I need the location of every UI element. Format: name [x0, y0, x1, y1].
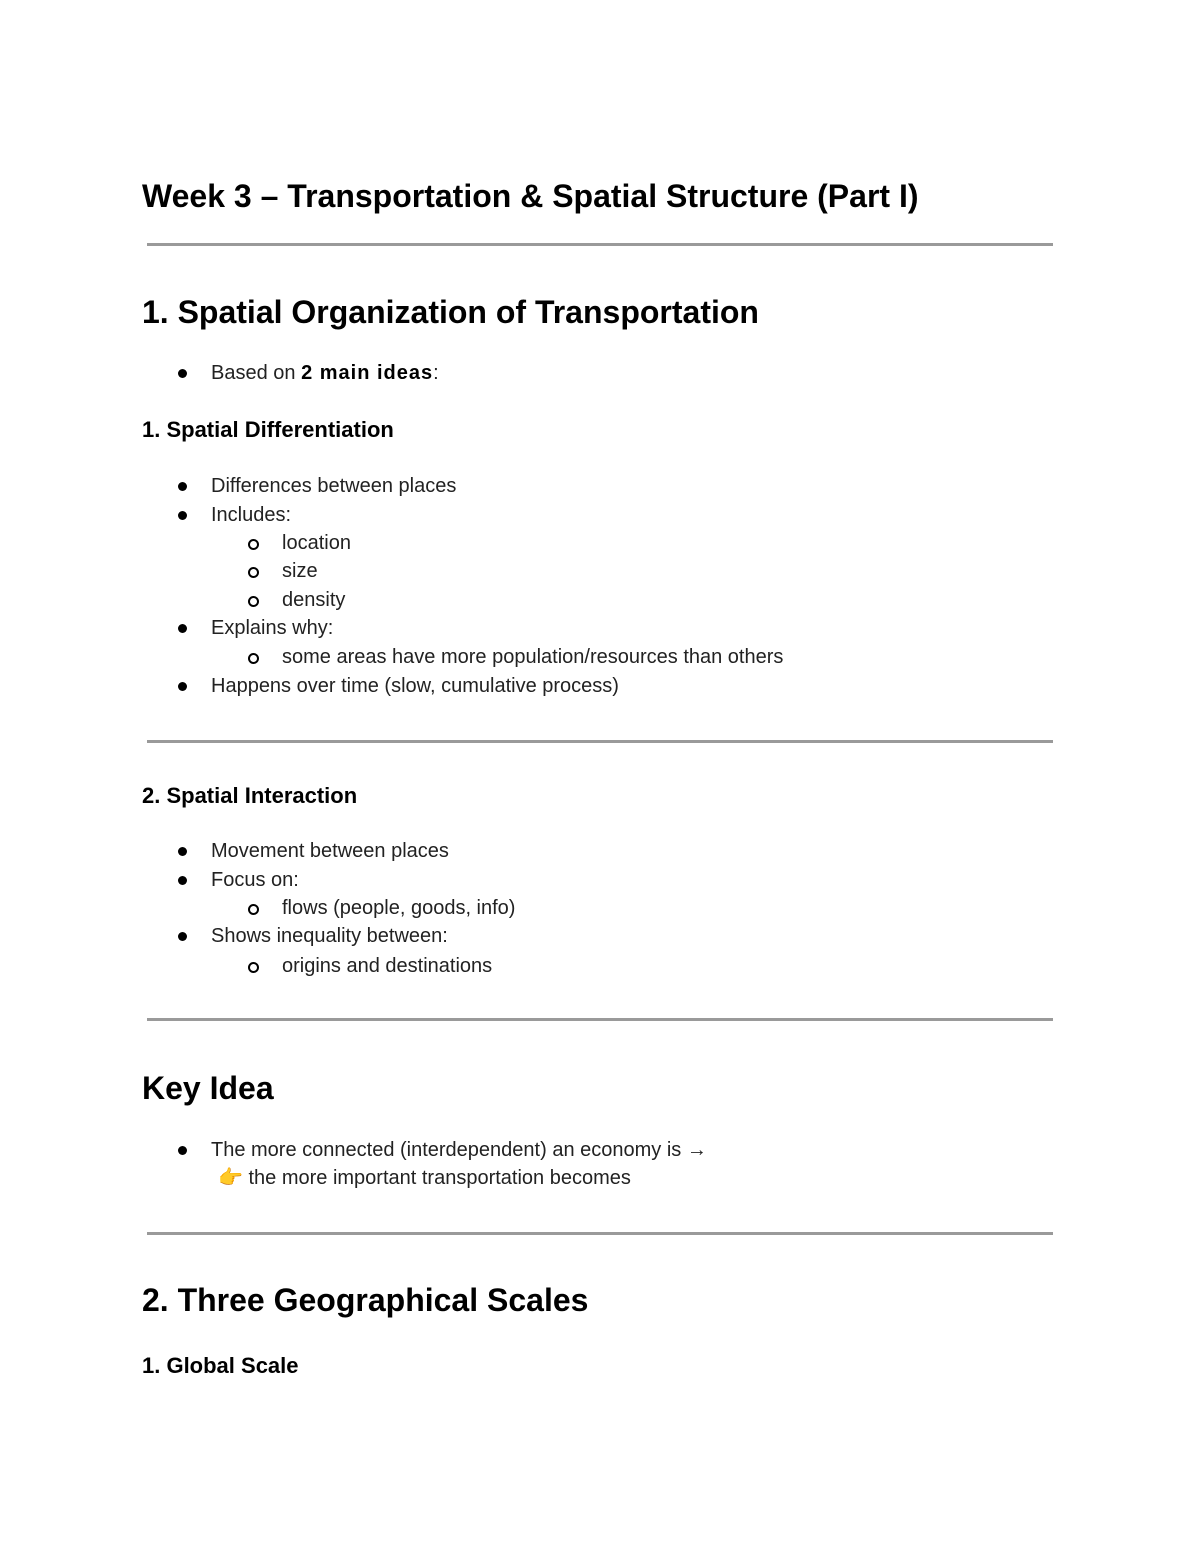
divider: [147, 1232, 1053, 1235]
sub-list-item: some areas have more population/resources than others: [282, 646, 784, 668]
list-item: Happens over time (slow, cumulative process): [211, 675, 619, 697]
divider: [147, 1018, 1053, 1021]
sub-list-item: size: [282, 560, 318, 582]
list-item: Movement between places: [211, 840, 449, 862]
circle-bullet-icon: [248, 653, 259, 664]
intro-bold: 2 main ideas: [301, 362, 434, 384]
section-heading-geographical-scales: 2. Three Geographical Scales: [142, 1282, 589, 1318]
bullet-icon: [178, 876, 187, 885]
page-title: Week 3 – Transportation & Spatial Structure (Part I): [142, 178, 919, 214]
list-item: Shows inequality between:: [211, 925, 448, 947]
pointing-hand-icon: 👉: [218, 1167, 243, 1189]
sub-list-item: density: [282, 589, 346, 611]
section-heading-key-idea: Key Idea: [142, 1070, 274, 1106]
bullet-icon: [178, 932, 187, 941]
section-heading-spatial-organization: 1. Spatial Organization of Transportation: [142, 294, 759, 330]
subheading-spatial-interaction: 2. Spatial Interaction: [142, 783, 358, 808]
bullet-icon: [178, 482, 187, 491]
intro-prefix: Based on: [211, 362, 302, 384]
bullet-icon: [178, 511, 187, 520]
sub-list-item: origins and destinations: [282, 955, 493, 977]
bullet-icon: [178, 847, 187, 856]
subheading-global-scale: 1. Global Scale: [142, 1353, 299, 1378]
circle-bullet-icon: [248, 962, 259, 973]
bullet-icon: [178, 682, 187, 691]
divider: [147, 740, 1053, 743]
bullet-icon: [178, 369, 187, 378]
list-item: Differences between places: [211, 475, 457, 497]
key-idea-continuation-text: the more important transportation becomes: [242, 1167, 631, 1189]
list-item-intro: [211, 360, 439, 386]
list-item-key-idea: The more connected (interdependent) an economy is →: [211, 1139, 707, 1161]
list-item-key-idea-continuation: [218, 1165, 631, 1191]
list-item: Focus on:: [211, 869, 299, 891]
intro-suffix: :: [433, 362, 439, 384]
divider: [147, 243, 1053, 246]
sub-list-item: flows (people, goods, info): [282, 897, 516, 919]
bullet-icon: [178, 1146, 187, 1155]
circle-bullet-icon: [248, 539, 259, 550]
circle-bullet-icon: [248, 567, 259, 578]
circle-bullet-icon: [248, 596, 259, 607]
list-item: Includes:: [211, 504, 292, 526]
circle-bullet-icon: [248, 904, 259, 915]
sub-list-item: location: [282, 532, 351, 554]
subheading-spatial-differentiation: 1. Spatial Differentiation: [142, 417, 394, 442]
bullet-icon: [178, 624, 187, 633]
list-item: Explains why:: [211, 617, 334, 639]
